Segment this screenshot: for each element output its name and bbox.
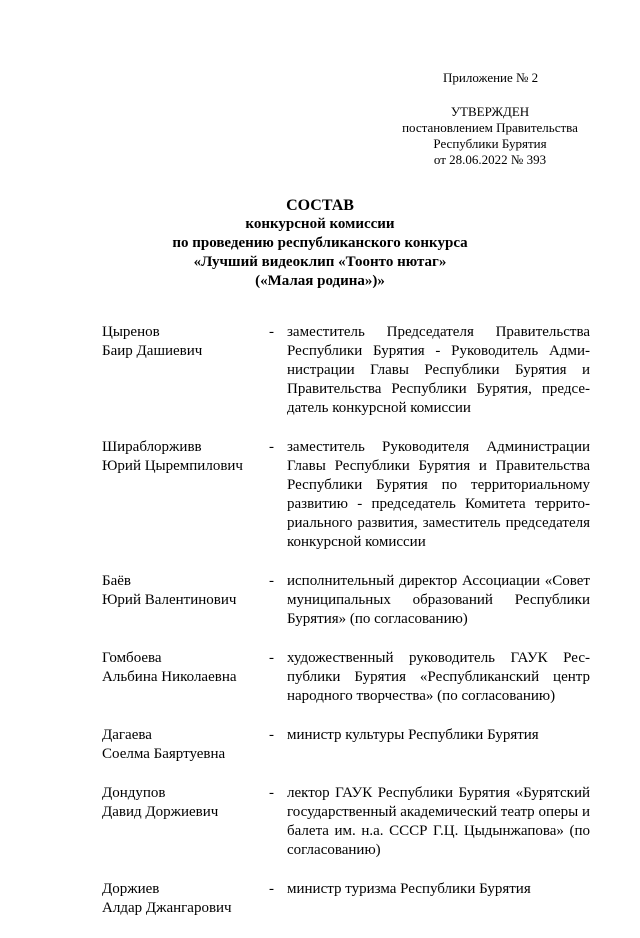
member-surname: Дондупов: [102, 785, 166, 801]
member-given-name: Давид Доржиевич: [102, 804, 219, 820]
member-surname: Баёв: [102, 573, 132, 589]
member-dash: -: [269, 324, 274, 340]
member-entry: [102, 726, 590, 764]
member-given-name: Юрий Цыремпилович: [102, 458, 243, 474]
member-surname: Доржиев: [102, 881, 160, 897]
member-name: [102, 323, 262, 361]
title-line: конкурсной комиссии: [245, 216, 395, 232]
member-dash: -: [269, 650, 274, 666]
member-given-name: Альбина Николаевна: [102, 669, 237, 685]
member-entry: [102, 784, 590, 860]
member-given-name: Юрий Валентинович: [102, 592, 237, 608]
member-given-name: Баир Дашиевич: [102, 343, 203, 359]
member-dash: -: [269, 573, 274, 589]
title-line: по проведению республиканского конкурса: [172, 235, 468, 251]
approved-by: постановлением Правительства: [402, 120, 578, 135]
approved-authority: Республики Бурятия: [433, 136, 547, 151]
member-given-name: Алдар Джангарович: [102, 900, 232, 916]
title-line: «Лучший видеоклип «Тоонто нютаг»: [193, 254, 447, 270]
member-surname: Шираблорживв: [102, 439, 202, 455]
member-role: министр культуры Республики Бурятия: [287, 727, 539, 743]
member-surname: Цыренов: [102, 324, 160, 340]
member-entry: [102, 649, 590, 706]
member-role: художественный руководитель ГАУК Республики Бурятия «Республиканский центр народного творчества» (по согласованию): [287, 650, 590, 704]
member-role: заместитель Председателя Правительства Республики Бурятия - Руководитель Администрации Главы Республики Бурятия и Правительства Республики Бурятия, председатель конкурсной комиссии: [287, 324, 590, 416]
approved-date-number: от 28.06.2022 № 393: [433, 152, 547, 167]
member-name: [102, 784, 262, 822]
member-entry: [102, 572, 590, 629]
approval-stamp-text: [380, 104, 600, 168]
commission-members-list: [102, 323, 590, 938]
member-name: [102, 880, 262, 918]
member-entry: [102, 438, 590, 552]
member-entry: [102, 880, 590, 918]
approved-label: УТВЕРЖДЕН: [450, 104, 530, 119]
member-dash: -: [269, 439, 274, 455]
member-dash: -: [269, 881, 274, 897]
title-line: СОСТАВ: [286, 197, 354, 214]
member-role: лектор ГАУК Республики Бурятия «Бурятский государственный академический театр оперы и балета им. н.а. СССР Г.Ц. Цыдынжапова» (по согласованию): [287, 785, 590, 858]
document-title: [0, 196, 640, 291]
member-name: [102, 649, 262, 687]
member-role: исполнительный директор Ассоциации «Совет муниципальных образований Республики Бурятия» (по согласованию): [287, 573, 590, 627]
member-role: заместитель Руководителя Администрации Главы Республики Бурятия и Правительства Республики Бурятия по территориальному развитию - председатель Комитета территориального развития, заместитель председателя конкурсной комиссии: [287, 439, 590, 550]
member-name: [102, 572, 262, 610]
member-dash: -: [269, 785, 274, 801]
member-given-name: Соелма Баяртуевна: [102, 746, 226, 762]
member-name: [102, 438, 262, 476]
member-role: министр туризма Республики Бурятия: [287, 881, 531, 897]
member-surname: Гомбоева: [102, 650, 162, 666]
member-entry: [102, 323, 590, 418]
title-line: («Малая родина»)»: [255, 273, 385, 289]
annex-number: Приложение № 2: [443, 70, 539, 85]
member-dash: -: [269, 727, 274, 743]
member-surname: Дагаева: [102, 727, 152, 743]
member-name: [102, 726, 262, 764]
